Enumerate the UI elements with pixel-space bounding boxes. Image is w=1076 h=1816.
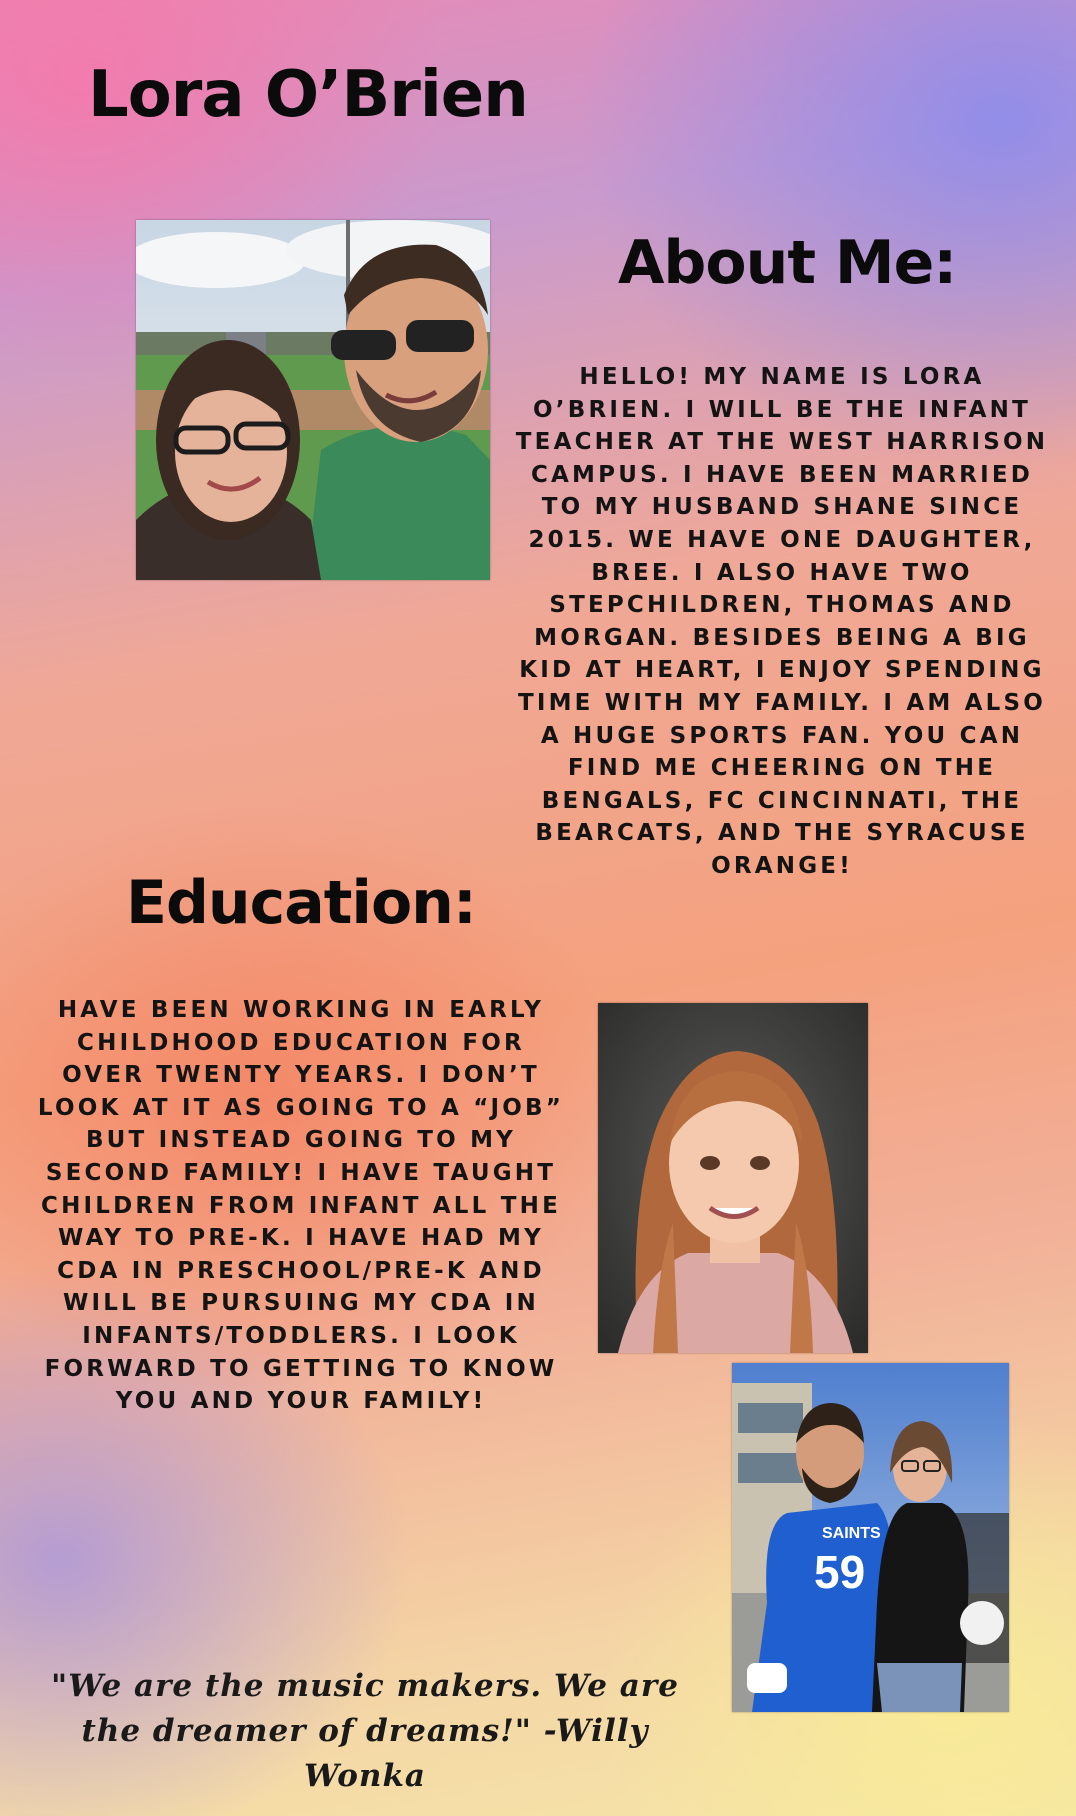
couple-photo xyxy=(136,220,490,580)
page-title: Lora O’Brien xyxy=(88,58,528,132)
jersey-text: SAINTS xyxy=(822,1525,881,1542)
jersey-number: 59 xyxy=(814,1546,866,1598)
about-heading: About Me: xyxy=(618,228,957,298)
education-paragraph: HAVE BEEN WORKING IN EARLY CHILDHOOD EDUCATION FOR OVER TWENTY YEARS. I DON’T LOOK AT IT AS GOING TO A “JOB” BUT INSTEAD GOING TO MY SECOND FAMILY! I HAVE TAUGHT CHILDREN FROM INFANT ALL THE WAY TO PRE-K. I HAVE HAD MY CDA IN PRESCHOOL/PRE-K AND WILL BE PURSUING MY CDA IN INFANTS/TODDLERS. I LOOK FORWARD TO GETTING TO KNOW YOU AND YOUR FAMILY! xyxy=(37,997,565,1415)
football-photo xyxy=(732,1363,1009,1712)
education-heading: Education: xyxy=(126,868,476,938)
about-paragraph: HELLO! MY NAME IS LORA O’BRIEN. I WILL BE THE INFANT TEACHER AT THE WEST HARRISON CAMPUS. I HAVE BEEN MARRIED TO MY HUSBAND SHANE SINCE 2015. WE HAVE ONE DAUGHTER, BREE. I ALSO HAVE TWO STEPCHILDREN, THOMAS AND MORGAN. BESIDES BEING A BIG KID AT HEART, I ENJOY SPENDING TIME WITH MY FAMILY. I AM ALSO A HUGE SPORTS FAN. YOU CAN FIND ME CHEERING ON THE BENGALS, FC CINCINNATI, THE BEARCATS, AND THE SYRACUSE ORANGE! xyxy=(515,364,1049,879)
quote: "We are the music makers. We are the dreamer of dreams!" -Willy Wonka xyxy=(51,1668,679,1794)
daughter-photo xyxy=(598,1003,868,1353)
